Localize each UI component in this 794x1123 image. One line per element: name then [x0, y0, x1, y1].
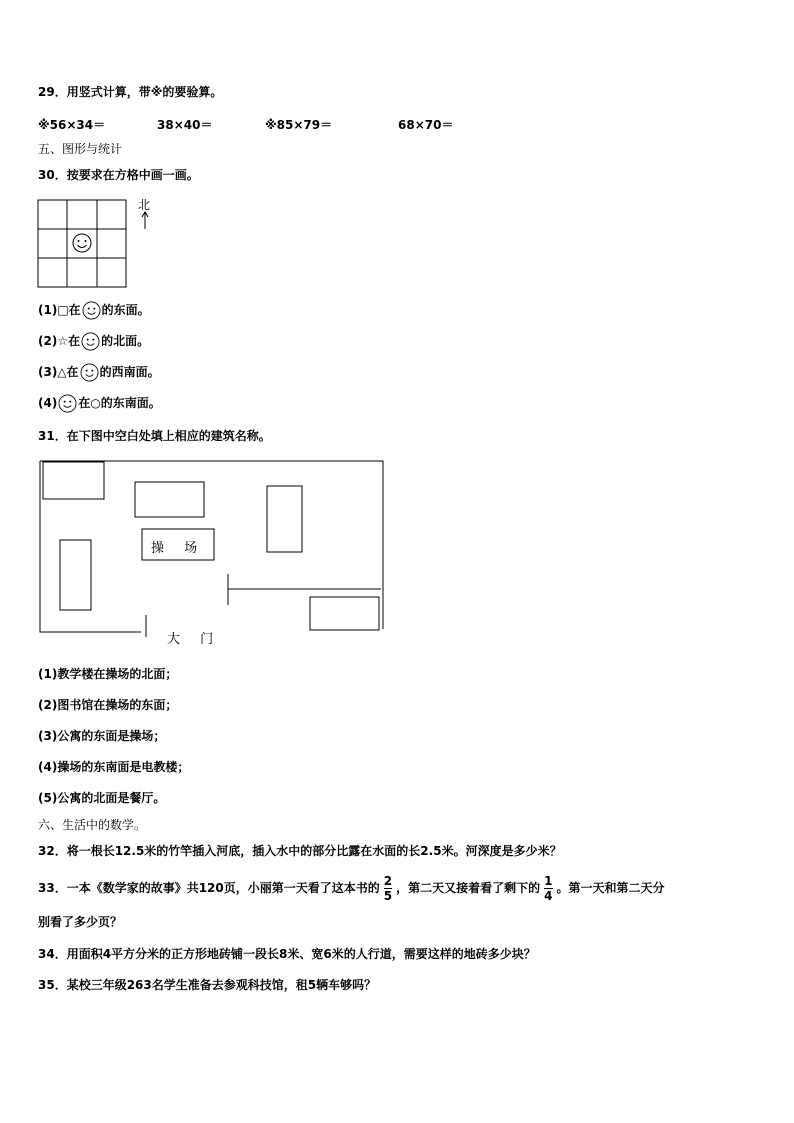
- building-left-tall: [60, 540, 91, 610]
- building-top-left: [43, 462, 104, 499]
- gate-label: 大 门: [167, 632, 222, 647]
- building-bottom-right: [310, 597, 379, 630]
- building-right-tall: [267, 486, 302, 552]
- section-6-heading: 六、生活中的数学。: [38, 818, 147, 832]
- smiley-icon: [80, 363, 99, 382]
- q31-title: 31．在下图中空白处填上相应的建筑名称。: [38, 429, 271, 443]
- north-arrow-icon: [140, 211, 150, 231]
- calc-4: 68×70＝: [398, 118, 454, 132]
- calc-3: ※85×79＝: [265, 118, 333, 132]
- north-label: 北: [138, 198, 151, 212]
- q29-title: 29．用竖式计算，带※的要验算。: [38, 85, 223, 99]
- q31-item-2: (2)图书馆在操场的东面；: [38, 698, 178, 712]
- q30-item-1: (1)□在 的东面。: [38, 301, 150, 320]
- q31-item-3: (3)公寓的东面是操场；: [38, 729, 166, 743]
- q31-item-5: (5)公寓的北面是餐厅。: [38, 791, 166, 805]
- q33-line-2: 别看了多少页？: [38, 915, 123, 929]
- smiley-icon: [81, 332, 100, 351]
- direction-grid: [37, 199, 129, 289]
- playground-label: 操 场: [151, 541, 206, 556]
- q30-title: 30．按要求在方格中画一画。: [38, 168, 199, 182]
- calc-2: 38×40＝: [157, 118, 213, 132]
- smiley-icon: [82, 301, 101, 320]
- smiley-icon: [58, 394, 77, 413]
- q33-line-1: 33．一本《数学家的故事》共120页，小丽第一天看了这本书的 $\frac{2}{5}$ ，第二天又接着看了剩下的 $\frac{1}{4}$ 。第一天和第二天分: [38, 874, 665, 903]
- q30-item-3: (3)△在 的西南面。: [38, 363, 160, 382]
- q31-item-4: (4)操场的东南面是电教楼；: [38, 760, 190, 774]
- building-top-middle: [135, 482, 204, 517]
- smiley-icon: [73, 234, 91, 252]
- campus-map: [36, 457, 386, 637]
- section-5-heading: 五、图形与统计: [38, 142, 123, 156]
- q30-item-2: (2)☆在 的北面。: [38, 332, 149, 351]
- q30-item-4: (4) 在○的东南面。: [38, 394, 161, 413]
- q31-item-1: (1)教学楼在操场的北面；: [38, 667, 178, 681]
- q32-text: 32．将一根长12.5米的竹竿插入河底，插入水中的部分比露在水面的长2.5米。河深度是多少米？: [38, 844, 562, 858]
- q35-text: 35．某校三年级263名学生准备去参观科技馆，租5辆车够吗？: [38, 978, 377, 992]
- fraction-2-5: $\frac{2}{5}$: [383, 874, 393, 903]
- calc-1: ※56×34＝: [38, 118, 106, 132]
- q34-text: 34．用面积4平方分米的正方形地砖铺一段长8米、宽6米的人行道，需要这样的地砖多少块？: [38, 947, 536, 961]
- fraction-1-4: $\frac{1}{4}$: [544, 874, 553, 903]
